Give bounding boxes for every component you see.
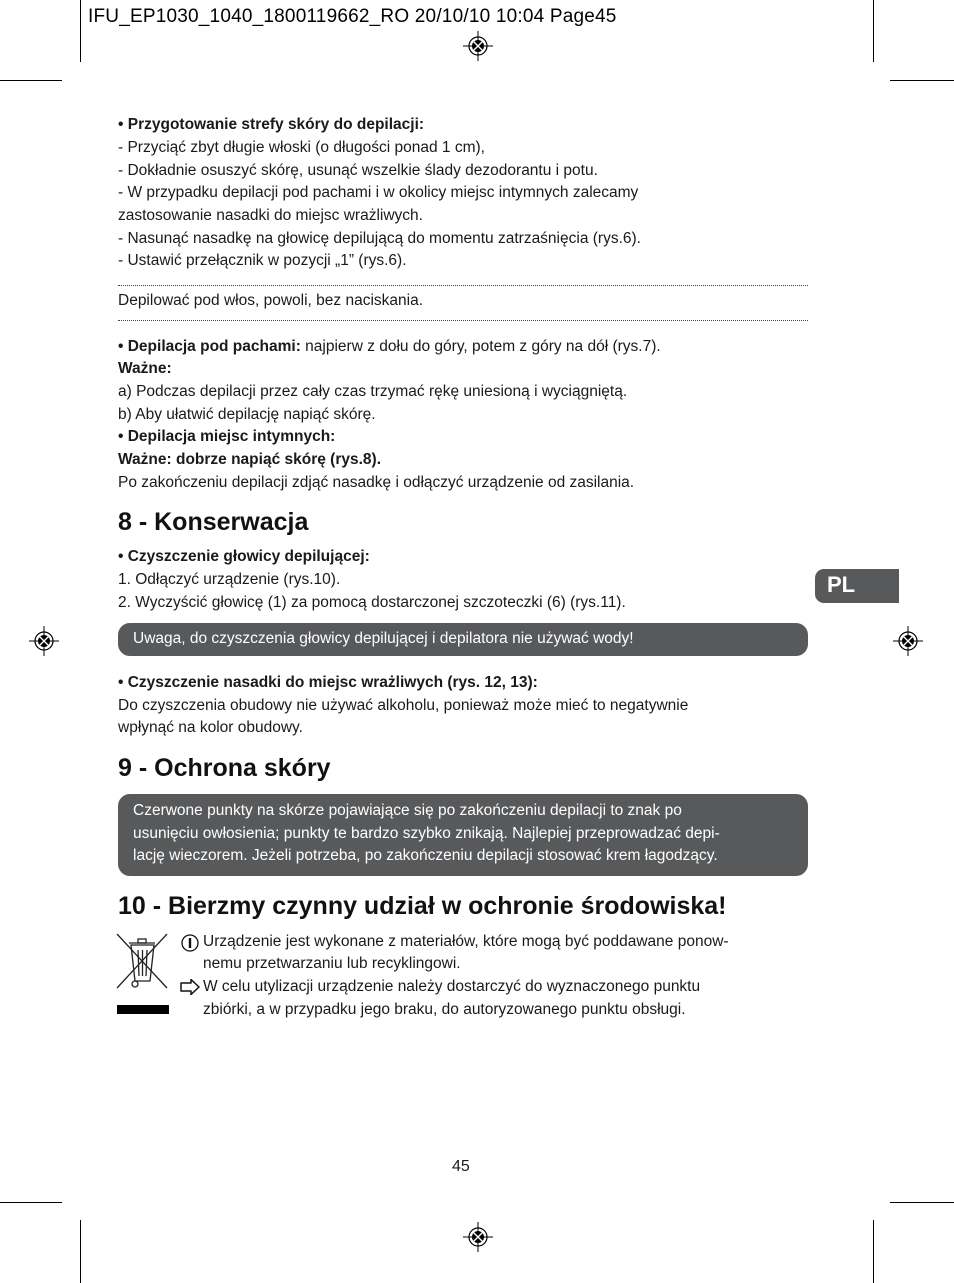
skin-care-box <box>118 794 808 876</box>
crossed-out-wheelie-bin-icon <box>116 931 170 1015</box>
prep-heading: • Przygotowanie strefy skóry do depilacji: <box>118 116 425 133</box>
underarm-label: • Depilacja pod pachami: <box>118 338 301 355</box>
prep-line: - Nasunąć nasadkę na głowicę depilującą do momentu zatrzaśnięcia (rys.6). <box>118 230 641 247</box>
prep-line: - Ustawić przełącznik w pozycji „1” (rys.6). <box>118 252 407 269</box>
tip-text: Depilować pod włos, powoli, bez naciskania. <box>118 292 423 309</box>
after-depilation-text: Po zakończeniu depilacji zdjąć nasadkę i odłączyć urządzenie od zasilania. <box>118 474 635 491</box>
important-label: Ważne: <box>118 360 172 377</box>
disposal-line: W celu utylizacji urządzenie należy dostarczyć do wyznaczonego punktu <box>203 978 701 995</box>
registration-mark-top <box>463 31 493 61</box>
prep-line: - W przypadku depilacji pod pachami i w okolicy miejsc intymnych zalecamy <box>118 184 639 201</box>
prep-line: zastosowanie nasadki do miejsc wrażliwych. <box>118 207 423 224</box>
cap-cleaning-line: wpłynąć na kolor obudowy. <box>118 719 303 736</box>
recycling-info-line: Urządzenie jest wykonane z materiałów, które mogą być poddawane ponow- <box>203 933 729 950</box>
arrow-icon <box>180 979 200 995</box>
underarm-paragraph <box>118 336 661 359</box>
section-10-title: 10 - Bierzmy czynny udział w ochronie środowiska! <box>118 892 727 920</box>
registration-mark-left <box>29 626 59 656</box>
dotted-rule <box>118 320 808 321</box>
cap-cleaning-heading: • Czyszczenie nasadki do miejsc wrażliwych (rys. 12, 13): <box>118 674 538 691</box>
underarm-a: a) Podczas depilacji przez cały czas trzymać rękę uniesioną i wyciągniętą. <box>118 383 628 400</box>
prep-line: - Dokładnie osuszyć skórę, usunąć wszelkie ślady dezodorantu i potu. <box>118 162 598 179</box>
intimate-important: Ważne: dobrze napiąć skórę (rys.8). <box>118 451 382 468</box>
cleaning-step-1: 1. Odłączyć urządzenie (rys.10). <box>118 571 341 588</box>
underarm-b: b) Aby ułatwić depilację napiąć skórę. <box>118 406 376 423</box>
section-9-title: 9 - Ochrona skóry <box>118 754 331 782</box>
head-cleaning-heading: • Czyszczenie głowicy depilującej: <box>118 548 370 565</box>
section-8-title: 8 - Konserwacja <box>118 508 309 536</box>
water-warning-box <box>118 623 808 656</box>
skin-care-line: Czerwone punkty na skórze pojawiające się po zakończeniu depilacji to znak po <box>133 802 682 819</box>
intimate-heading: • Depilacja miejsc intymnych: <box>118 428 336 445</box>
registration-mark-bottom <box>463 1222 493 1252</box>
dotted-rule <box>118 285 808 286</box>
disposal-line: zbiórki, a w przypadku jego braku, do autoryzowanego punktu obsługi. <box>203 1001 686 1018</box>
water-warning-text: Uwaga, do czyszczenia głowicy depilującej i depilatora nie używać wody! <box>133 630 634 647</box>
info-icon <box>181 934 199 952</box>
underarm-text: najpierw z dołu do góry, potem z góry na dół (rys.7). <box>300 338 661 355</box>
cap-cleaning-line: Do czyszczenia obudowy nie używać alkoholu, ponieważ może mieć to negatywnie <box>118 697 689 714</box>
language-tab-label: PL <box>827 572 856 597</box>
recycling-info-line: nemu przetwarzaniu lub recyklingowi. <box>203 955 461 972</box>
language-tab <box>815 569 899 603</box>
cleaning-step-2: 2. Wyczyścić głowicę (1) za pomocą dostarczonej szczoteczki (6) (rys.11). <box>118 594 626 611</box>
registration-mark-right <box>893 626 923 656</box>
prep-line: - Przyciąć zbyt długie włoski (o długości ponad 1 cm), <box>118 139 485 156</box>
skin-care-line: lację wieczorem. Jeżeli potrzeba, po zakończeniu depilacji stosować krem łagodzący. <box>133 847 718 864</box>
skin-care-line: usunięciu owłosienia; punkty te bardzo szybko znikają. Najlepiej przeprowadzać depi- <box>133 825 720 842</box>
page-number: 45 <box>452 1158 470 1175</box>
print-slug: IFU_EP1030_1040_1800119662_RO 20/10/10 10:04 Page45 <box>88 6 617 27</box>
